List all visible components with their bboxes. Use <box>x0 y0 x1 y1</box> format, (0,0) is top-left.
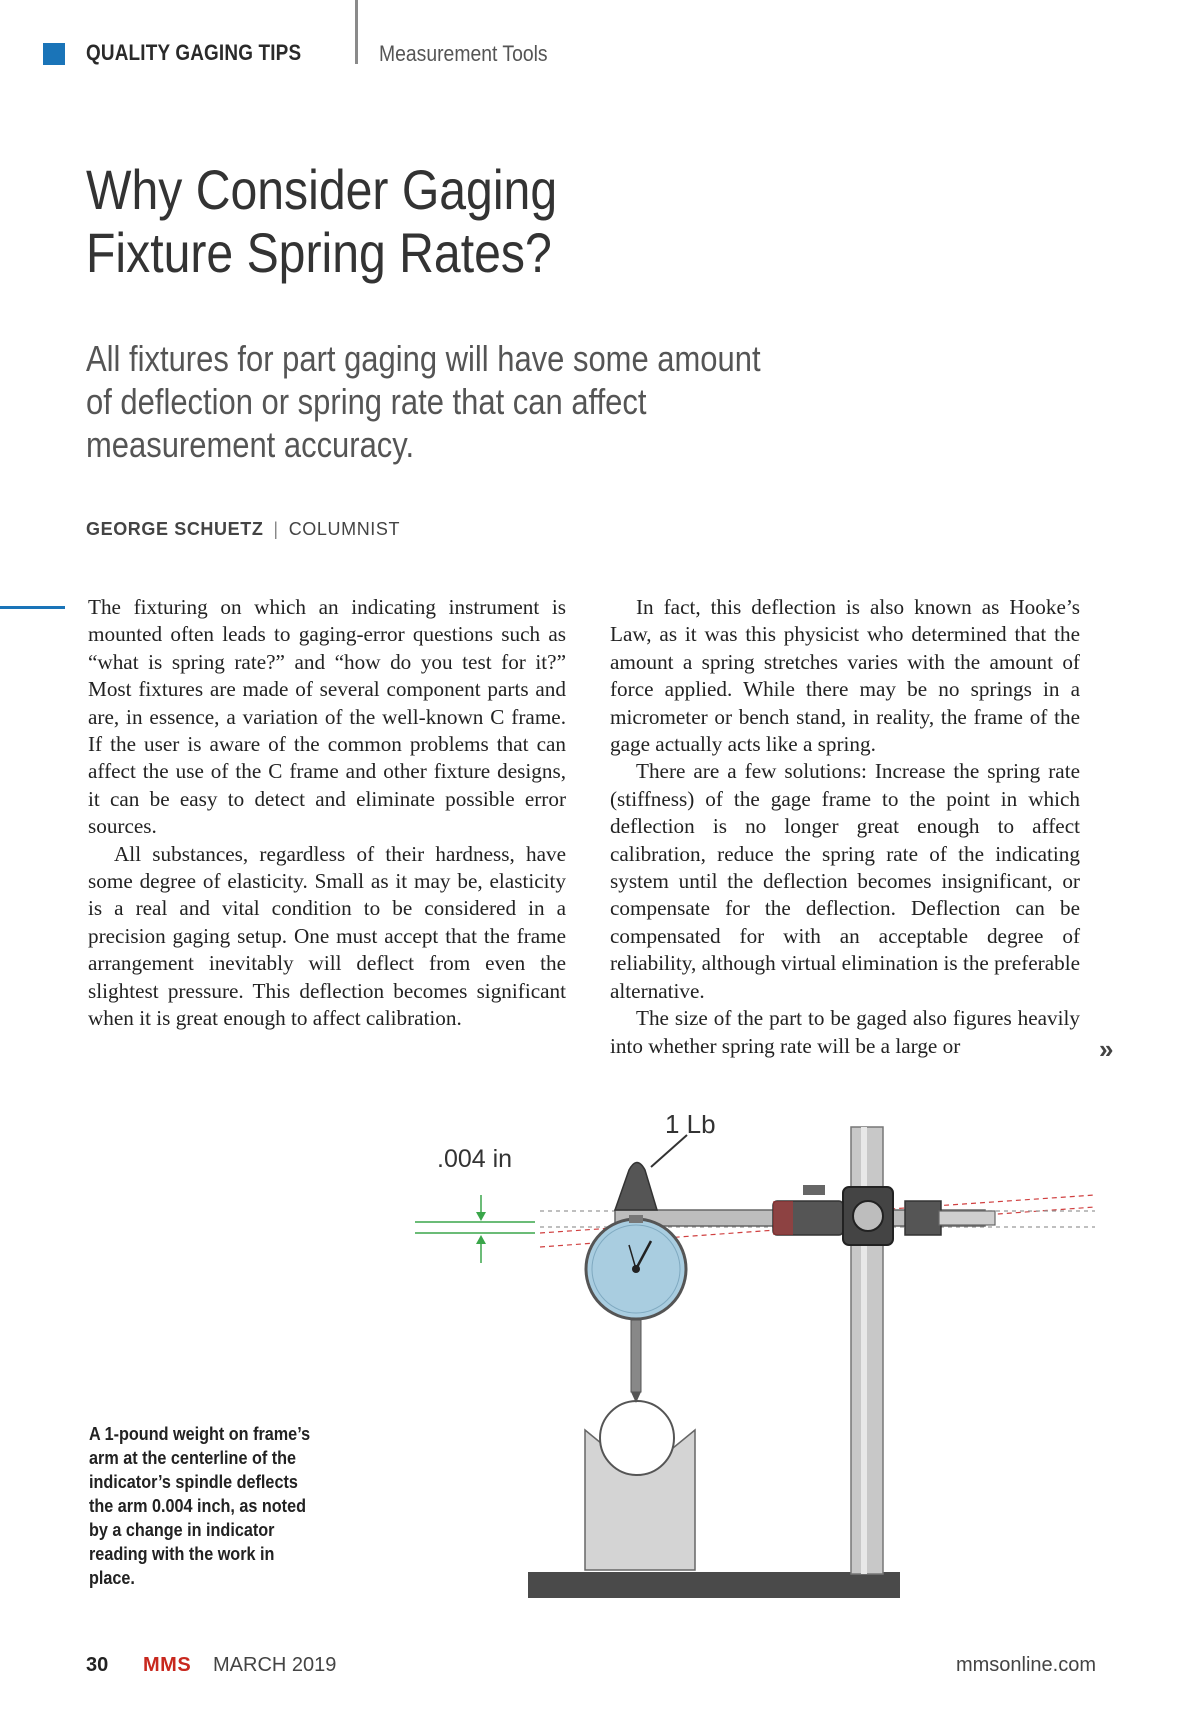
deflection-label: .004 in <box>437 1145 513 1173</box>
one-pound-weight <box>615 1163 657 1211</box>
page-number: 30 <box>86 1654 109 1676</box>
gage-fixture-illustration <box>415 1115 1105 1605</box>
clamp-stress-marker <box>773 1201 793 1235</box>
website-url: mmsonline.com <box>955 1654 1096 1676</box>
header-divider <box>355 0 358 64</box>
arrowhead-up <box>476 1235 486 1244</box>
body-paragraph: There are a few solutions: Increase the spring rate (stiffness) of the gage frame to the point in which deflection is no longer great enough to affect calibration, reduce the spring rate of the indicating system until the deflection becomes insignificant, or compensate for the deflection. Deflection can be compensated for with an acceptable degree of reliability, although virtual elimination is the preferable alternative. <box>610 759 1080 1003</box>
gaged-part <box>600 1401 674 1475</box>
dial-stem <box>629 1215 643 1223</box>
magazine-logo: MMS <box>143 1654 192 1676</box>
body-paragraph: In fact, this deflection is also known as Hooke’s Law, as it was this physicist who determined that the amount a spring stretches varies with the amount of force applied. While there may be no springs in a micrometer or bench stand, in reality, the frame of the gage actually acts like a spring. <box>610 595 1080 757</box>
body-paragraph: The fixturing on which an indicating instrument is mounted often leads to gaging-error questions such as “what is spring rate?” and “how do you test for it?” Most fixtures are made of several component parts and are, in essence, a variation of the well-known C frame. If the user is aware of the common problems that can affect the use of the C frame and other fixture designs, it can be easy to detect and eliminate possible error sources. <box>88 595 566 839</box>
author-name: GEORGE SCHUETZ <box>86 519 264 539</box>
article-deck: All fixtures for part gaging will have some amount of deflection or spring rate that can affect measurement accuracy. <box>86 338 761 465</box>
body-paragraph: All substances, regardless of their hardness, have some degree of elasticity. Small as it may be, elasticity is a real and vital condition to be considered in a precision gaging setup. One must accept that the frame arrangement inevitably will deflect from even the slightest pressure. This deflection becomes significant when it is great enough to affect calibration. <box>88 841 566 1031</box>
body-column-right <box>610 594 1080 1060</box>
author-role: COLUMNIST <box>288 519 401 539</box>
byline <box>86 519 400 540</box>
issue-date: MARCH 2019 <box>213 1654 337 1676</box>
clamp-knob <box>853 1201 883 1231</box>
clamp-screw <box>803 1185 825 1195</box>
topic-label: Measurement Tools <box>379 41 548 66</box>
weight-leader-line <box>651 1135 687 1167</box>
dial-hub <box>632 1265 640 1273</box>
continue-arrow-icon: » <box>1099 1034 1114 1064</box>
arm-extension <box>939 1211 995 1225</box>
byline-separator: | <box>273 519 279 539</box>
article-title <box>86 158 688 284</box>
body-column-left <box>88 594 566 1033</box>
title-line-1: Why Consider Gaging <box>86 158 558 221</box>
weight-label: 1 Lb <box>665 1115 716 1139</box>
figure-caption: A 1-pound weight on frame’s arm at the centerline of the indicator’s spindle deflects the arm 0.004 inch, as noted by a change in indicator reading with the work in place. <box>89 1424 311 1588</box>
body-paragraph: The size of the part to be gaged also figures heavily into whether spring rate will be a large or <box>610 1006 1080 1058</box>
column-start-rule <box>0 606 65 609</box>
section-label: QUALITY GAGING TIPS <box>86 40 302 65</box>
section-marker-square <box>43 43 65 65</box>
post-clamp-sleeve <box>905 1201 941 1235</box>
arrowhead-down <box>476 1212 486 1221</box>
fixture-base <box>528 1572 900 1598</box>
indicator-spindle <box>631 1320 641 1392</box>
title-line-2: Fixture Spring Rates? <box>86 221 552 284</box>
